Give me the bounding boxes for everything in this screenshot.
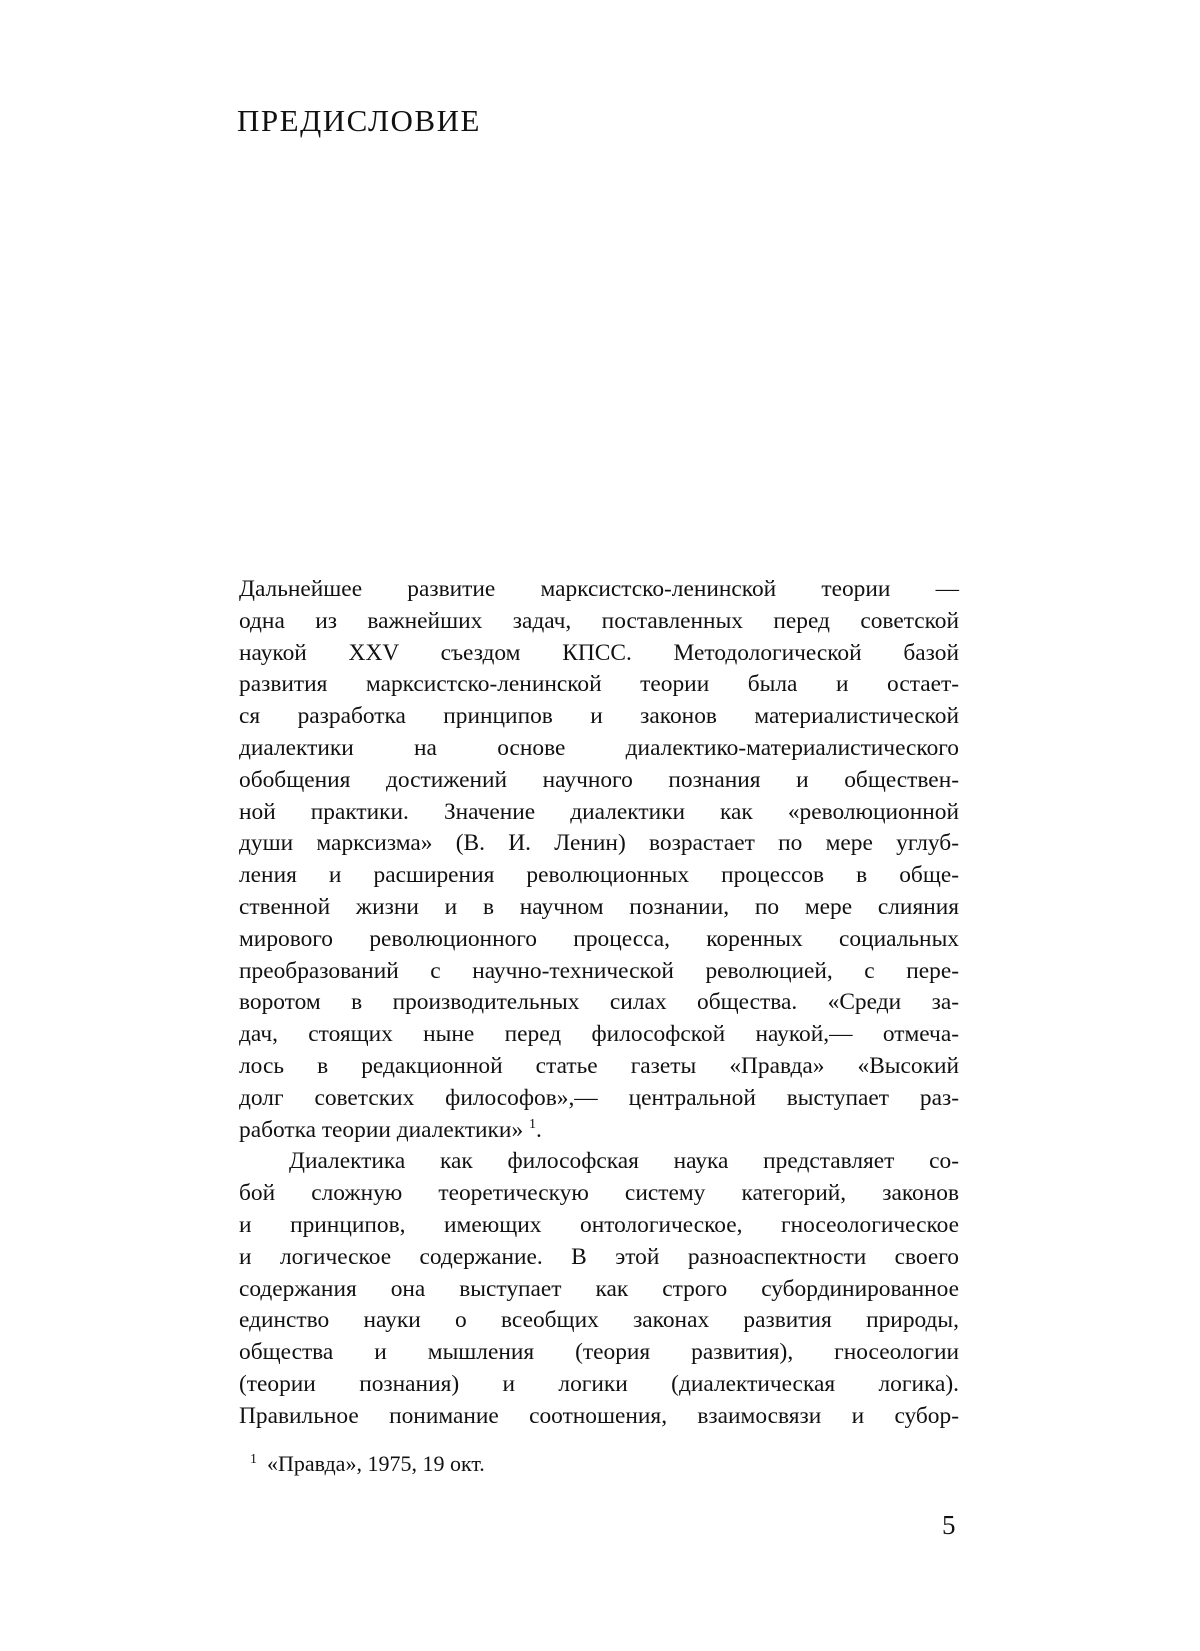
text-line: наукой XXV съездом КПСС. Методологической базой — [239, 639, 959, 666]
text-line: ления и расширения революционных процессов в обще- — [239, 862, 959, 889]
text-line-last: работка теории диалектики» $^1$. — [239, 1116, 542, 1143]
text-line: Диалектика как философская наука представляет со- — [289, 1148, 959, 1175]
text-line: преобразований с научно-технической революцией, с пере- — [239, 957, 959, 984]
text-line: мирового революционного процесса, коренных социальных — [239, 925, 959, 952]
text-line: одна из важнейших задач, поставленных перед советской — [239, 607, 959, 634]
text-line: содержания она выступает как строго субординированное — [239, 1275, 959, 1302]
page-number: 5 — [942, 1510, 956, 1540]
text-line-last-content: работка теории диалектики» — [239, 1116, 524, 1143]
text-line: общества и мышления (теория развития), гносеологии — [239, 1339, 959, 1366]
text-line: бой сложную теоретическую систему категорий, законов — [239, 1180, 959, 1207]
text-line: единство науки о всеобщих законах развития природы, — [239, 1307, 959, 1334]
footnote-reference: 1 — [529, 1116, 536, 1132]
text-line: (теории познания) и логики (диалектическая логика). — [239, 1370, 959, 1397]
text-line: ственной жизни и в научном познании, по мере слияния — [239, 893, 959, 920]
text-line: лось в редакционной статье газеты «Правда» «Высокий — [239, 1052, 959, 1079]
main-text — [239, 574, 959, 1433]
text-line: Правильное понимание соотношения, взаимосвязи и субор- — [239, 1402, 959, 1429]
text-line: воротом в производительных силах общества. «Среди за- — [239, 989, 959, 1016]
text-line: дач, стоящих ныне перед философской наукой,— отмеча- — [239, 1021, 959, 1048]
text-line: и принципов, имеющих онтологическое, гносеологическое — [239, 1211, 959, 1238]
footnote-text: «Правда», 1975, 19 окт. — [267, 1451, 485, 1476]
footnote-marker: 1 — [250, 1452, 257, 1467]
text-line: диалектики на основе диалектико-материалистического — [239, 734, 959, 761]
text-line: души марксизма» (В. И. Ленин) возрастает по мере углуб- — [239, 830, 959, 857]
text-line: развития марксистско-ленинской теории была и остает- — [239, 671, 959, 698]
text-line: Дальнейшее развитие марксистско-ленинской теории — — [239, 576, 959, 602]
footnote — [250, 1451, 485, 1477]
text-line: долг советских философов»,— центральной выступает раз- — [239, 1084, 959, 1111]
chapter-heading: ПРЕДИСЛОВИЕ — [237, 103, 481, 138]
text-line: ся разработка принципов и законов материалистической — [239, 703, 959, 730]
paragraph-1 — [239, 574, 959, 1146]
text-line: обобщения достижений научного познания и обществен- — [239, 766, 959, 793]
text-line: ной практики. Значение диалектики как «революционной — [239, 798, 959, 825]
text-line: и логическое содержание. В этой разноаспектности своего — [239, 1243, 959, 1270]
paragraph-2 — [239, 1146, 959, 1432]
